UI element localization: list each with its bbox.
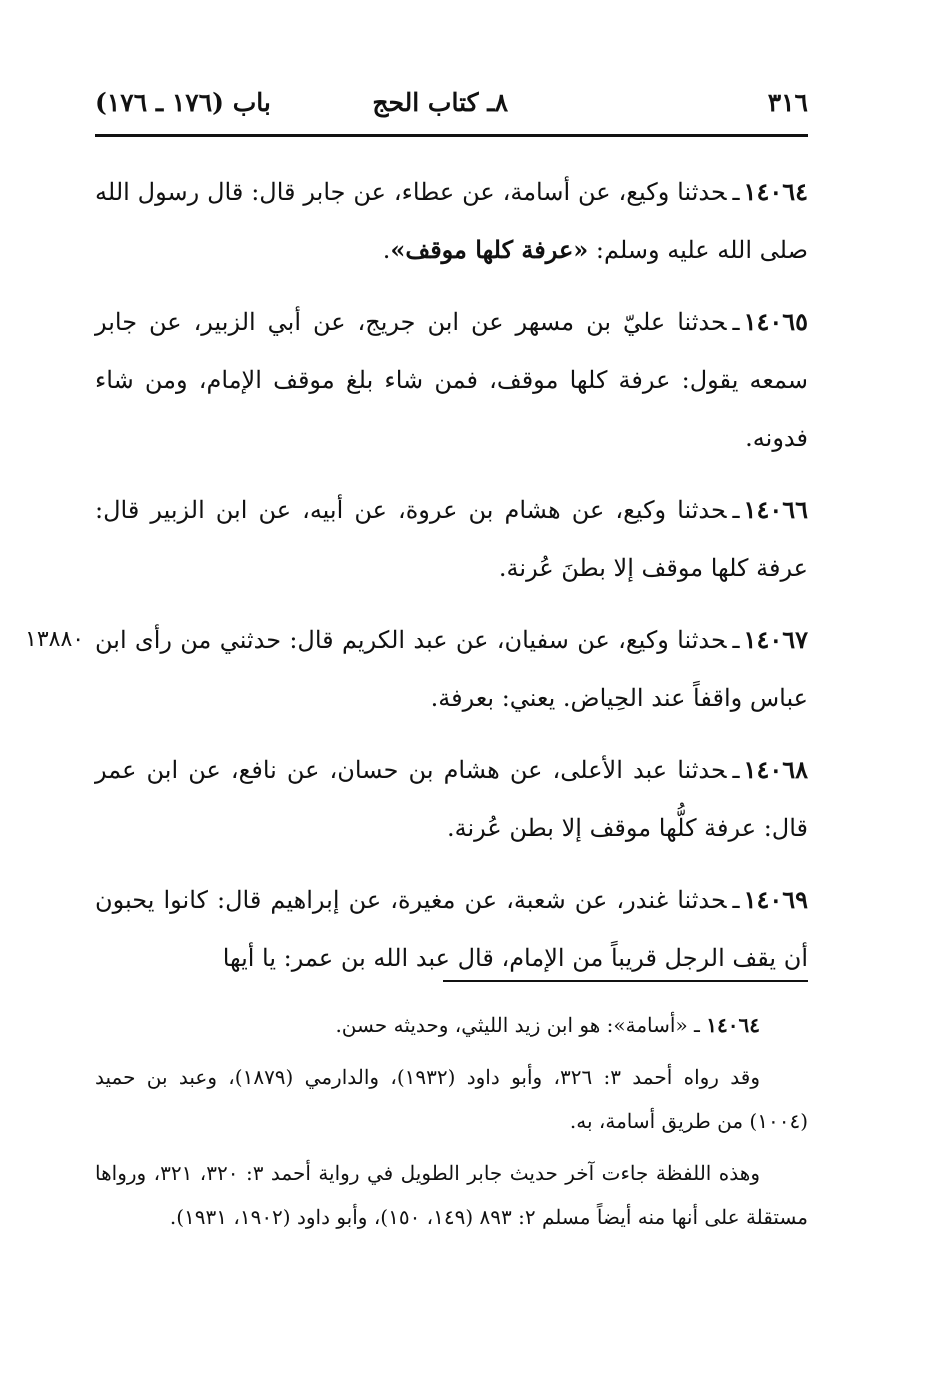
footnote-number: ١٤٠٦٤ xyxy=(706,1013,760,1037)
hadith-entry: ١٤٠٦٤ـحدثنا وكيع، عن أسامة، عن عطاء، عن جابر قال: قال رسول الله صلى الله عليه وسلم: «عرفة كلها موقف». xyxy=(95,177,808,264)
margin-reference-number: ١٣٨٨٠ xyxy=(25,627,85,652)
footnote-text: وهذه اللفظة جاءت آخر حديث جابر الطويل في رواية أحمد ٣: ٣٢٠، ٣٢١، ورواها مستقلة على أنها منه أيضاً مسلم ٢: ٨٩٣ (١٤٩، ١٥٠)، وأبو داود (١٩٠٢، ١٩٣١). xyxy=(95,1161,808,1229)
hadith-entry: ١٤٠٦٥ـحدثنا عليّ بن مسهر عن ابن جريج، عن أبي الزبير، عن جابر سمعه يقول: عرفة كلها موقف، فمن شاء بلغ موقف الإمام، ومن شاء فدونه. xyxy=(95,307,809,452)
chapter-title: باب (١٧٦ ـ ١٧٦) xyxy=(95,88,271,117)
hadith-number: ١٤٠٦٧ xyxy=(743,625,808,654)
hadith-number: ١٤٠٦٦ xyxy=(743,495,808,524)
header-divider xyxy=(95,134,808,137)
hadith-number: ١٤٠٦٩ xyxy=(743,885,809,914)
hadith-text-end: . xyxy=(382,236,391,264)
book-title: ٨ـ كتاب الحج xyxy=(372,88,508,117)
hadith-number: ١٤٠٦٥ xyxy=(743,307,809,336)
footnote-text: وقد رواه أحمد ٣: ٣٢٦، وأبو داود (١٩٣٢)، والدارمي (١٨٧٩)، وعبد بن حميد (١٠٠٤) من طريق أسامة، به. xyxy=(95,1065,808,1133)
hadith-text: حدثنا غندر، عن شعبة، عن مغيرة، عن إبراهيم قال: كانوا يحبون أن يقف الرجل قريباً من الإمام، قال عبد الله بن عمر: يا أيها xyxy=(95,886,808,972)
hadith-entry: ١٤٠٦٩ـحدثنا غندر، عن شعبة، عن مغيرة، عن إبراهيم قال: كانوا يحبون أن يقف الرجل قريباً من الإمام، قال عبد الله بن عمر: يا أيها xyxy=(95,885,809,972)
hadith-number: ١٤٠٦٨ xyxy=(743,755,808,784)
footnote-text: «أسامة»: هو ابن زيد الليثي، وحديثه حسن. xyxy=(335,1013,688,1037)
hadith-entry: ١٣٨٨٠ ١٤٠٦٧ـحدثنا وكيع، عن سفيان، عن عبد الكريم قال: حدثني من رأى ابن عباس واقفاً عند الحِياض. يعني: بعرفة. xyxy=(95,611,808,727)
hadith-entry: ١٤٠٦٨ـحدثنا عبد الأعلى، عن هشام بن حسان، عن نافع، عن ابن عمر قال: عرفة كلُّها موقف إلا بطن عُرنة. xyxy=(95,755,808,842)
hadith-text: حدثنا عبد الأعلى، عن هشام بن حسان، عن نافع، عن ابن عمر قال: عرفة كلُّها موقف إلا بطن عُرنة. xyxy=(95,756,808,842)
footnote-entry xyxy=(95,1055,808,1143)
footnotes xyxy=(95,1003,808,1247)
hadith-quote: «عرفة كلها موقف» xyxy=(390,235,589,264)
hadith-number: ١٤٠٦٤ xyxy=(743,177,808,206)
main-text xyxy=(25,163,809,1001)
footnote-divider xyxy=(443,980,808,982)
page-number: ٣١٦ xyxy=(767,88,808,117)
hadith-text: حدثنا وكيع، عن سفيان، عن عبد الكريم قال: حدثني من رأى ابن عباس واقفاً عند الحِياض. يعني: بعرفة. xyxy=(95,626,808,712)
page-header xyxy=(95,88,808,128)
hadith-entry: ١٤٠٦٦ـحدثنا وكيع، عن هشام بن عروة، عن أبيه، عن ابن الزبير قال: عرفة كلها موقف إلا بطنَ عُرنة. xyxy=(95,495,808,582)
footnote-entry xyxy=(95,1151,808,1239)
footnote-entry: ١٤٠٦٤ ـ «أسامة»: هو ابن زيد الليثي، وحديثه حسن. xyxy=(335,1013,760,1037)
hadith-text: حدثنا عليّ بن مسهر عن ابن جريج، عن أبي الزبير، عن جابر سمعه يقول: عرفة كلها موقف، فمن شاء بلغ موقف الإمام، ومن شاء فدونه. xyxy=(95,308,808,452)
hadith-text: حدثنا وكيع، عن هشام بن عروة، عن أبيه، عن ابن الزبير قال: عرفة كلها موقف إلا بطنَ عُرنة. xyxy=(95,496,808,582)
hadith-text: حدثنا وكيع، عن أسامة، عن عطاء، عن جابر قال: قال رسول الله صلى الله عليه وسلم: xyxy=(95,178,808,264)
